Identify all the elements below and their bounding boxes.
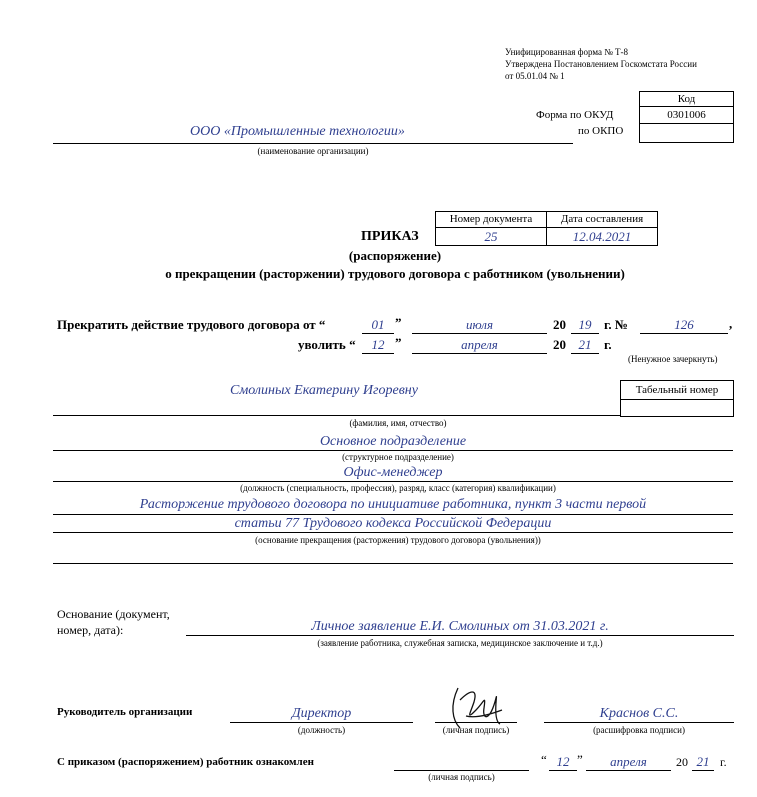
dismiss-year: 21 xyxy=(578,337,592,352)
ack-year-suffix: г. xyxy=(720,755,727,769)
reason-line-1: Расторжение трудового договора по инициативе работника, пункт 3 части первой xyxy=(139,497,647,512)
dismiss-label: уволить “ xyxy=(298,337,356,352)
dismiss-year-suffix: г. xyxy=(604,337,612,352)
doc-date-value: 12.04.2021 xyxy=(546,227,658,246)
contract-close-quote: ” xyxy=(395,315,402,330)
contract-month-line xyxy=(412,333,547,334)
position-caption: (должность (специальность, профессия), разряд, класс (категория) квалификации) xyxy=(240,483,556,493)
ack-day: 12 xyxy=(556,754,570,769)
head-label: Руководитель организации xyxy=(57,706,193,718)
employee-name: Смолиных Екатерину Игоревну xyxy=(230,383,418,398)
ack-open-quote: “ xyxy=(541,752,547,767)
okpo-label: по ОКПО xyxy=(578,125,624,137)
dismiss-year-line xyxy=(571,353,599,354)
strike-note: (Ненужное зачеркнуть) xyxy=(628,354,718,364)
form-approval-date: от 05.01.04 № 1 xyxy=(505,71,565,81)
organization-name: ООО «Промышленные технологии» xyxy=(190,124,405,139)
dismiss-month: апреля xyxy=(461,337,498,352)
reason-line-2: статьи 77 Трудового кодекса Российской Федерации xyxy=(234,516,552,531)
reason-line-3-rule xyxy=(53,563,733,564)
employee-name-caption: (фамилия, имя, отчество) xyxy=(349,418,447,428)
contract-year-prefix: 20 xyxy=(553,317,566,332)
position-line xyxy=(53,481,733,482)
okud-code-cell: 0301006 xyxy=(639,106,734,124)
department-caption: (структурное подразделение) xyxy=(342,452,454,462)
employee-name-line xyxy=(53,415,620,416)
ack-signature-caption: (личная подпись) xyxy=(428,772,495,782)
code-column-header: Код xyxy=(639,91,734,107)
head-position-caption: (должность) xyxy=(297,725,346,735)
head-position-line xyxy=(230,722,413,723)
organization-caption: (наименование организации) xyxy=(257,146,369,156)
form-approval-label: Утверждена Постановлением Госкомстата России xyxy=(505,59,697,69)
ack-day-line xyxy=(549,770,577,771)
contract-year: 19 xyxy=(578,317,592,332)
doc-number-value: 25 xyxy=(435,227,547,246)
head-position: Директор xyxy=(291,706,352,721)
basis-label-line2: номер, дата): xyxy=(57,623,124,637)
ack-label: С приказом (распоряжением) работник ознакомлен xyxy=(57,756,314,768)
dismiss-day: 12 xyxy=(371,337,385,352)
contract-number-line xyxy=(640,333,728,334)
department-value: Основное подразделение xyxy=(319,434,467,449)
contract-month: июля xyxy=(465,317,494,332)
organization-line xyxy=(53,143,573,144)
ack-year: 21 xyxy=(696,754,710,769)
head-signature-caption: (личная подпись) xyxy=(442,725,510,735)
head-signature-line xyxy=(435,722,517,723)
basis-caption: (заявление работника, служебная записка, медицинское заключение и т.д.) xyxy=(317,638,603,648)
contract-label: Прекратить действие трудового договора от “ xyxy=(57,317,326,332)
ack-close-quote: ” xyxy=(577,752,583,767)
reason-line-2-rule xyxy=(53,532,733,533)
head-name-line xyxy=(544,722,734,723)
order-subtitle: (распоряжение) xyxy=(348,248,442,263)
okud-label: Форма по ОКУД xyxy=(536,109,614,121)
contract-comma: , xyxy=(729,316,733,331)
dismiss-day-line xyxy=(362,353,394,354)
head-name: Краснов С.С. xyxy=(599,706,679,721)
contract-label-text: Прекратить действие трудового договора от xyxy=(57,317,316,332)
contract-number: 126 xyxy=(674,317,694,332)
ack-signature-line xyxy=(394,770,529,771)
order-description: о прекращении (расторжении) трудового договора с работником (увольнении) xyxy=(165,266,625,281)
basis-label xyxy=(57,606,170,638)
basis-label-line1: Основание (документ, xyxy=(57,607,170,621)
dismiss-month-line xyxy=(412,353,547,354)
reason-line-1-rule xyxy=(53,514,733,515)
dismiss-close-quote: ” xyxy=(395,335,402,350)
form-header-note xyxy=(505,46,750,82)
doc-number-header: Номер документа xyxy=(435,211,547,228)
tab-number-header: Табельный номер xyxy=(620,380,734,400)
department-line xyxy=(53,450,733,451)
dismiss-year-prefix: 20 xyxy=(553,337,566,352)
position-value: Офис-менеджер xyxy=(343,465,443,480)
dismiss-label-text: уволить xyxy=(298,337,346,352)
contract-year-line xyxy=(571,333,599,334)
contract-year-suffix: г. № xyxy=(604,317,629,332)
tab-number-value xyxy=(620,399,734,417)
basis-line xyxy=(186,635,734,636)
ack-month: апреля xyxy=(610,754,647,769)
okpo-code-cell xyxy=(639,123,734,143)
order-title: ПРИКАЗ xyxy=(361,229,419,244)
head-name-caption: (расшифровка подписи) xyxy=(593,725,685,735)
contract-day: 01 xyxy=(371,317,385,332)
basis-value: Личное заявление Е.И. Смолиных от 31.03.2021 г. xyxy=(311,619,609,634)
form-unified-label: Унифицированная форма № Т-8 xyxy=(505,47,629,57)
ack-month-line xyxy=(586,770,671,771)
ack-year-line xyxy=(692,770,714,771)
ack-year-prefix: 20 xyxy=(676,755,688,769)
doc-date-header: Дата составления xyxy=(546,211,658,228)
contract-day-line xyxy=(362,333,394,334)
reason-caption: (основание прекращения (расторжения) трудового договора (увольнения)) xyxy=(255,535,541,545)
